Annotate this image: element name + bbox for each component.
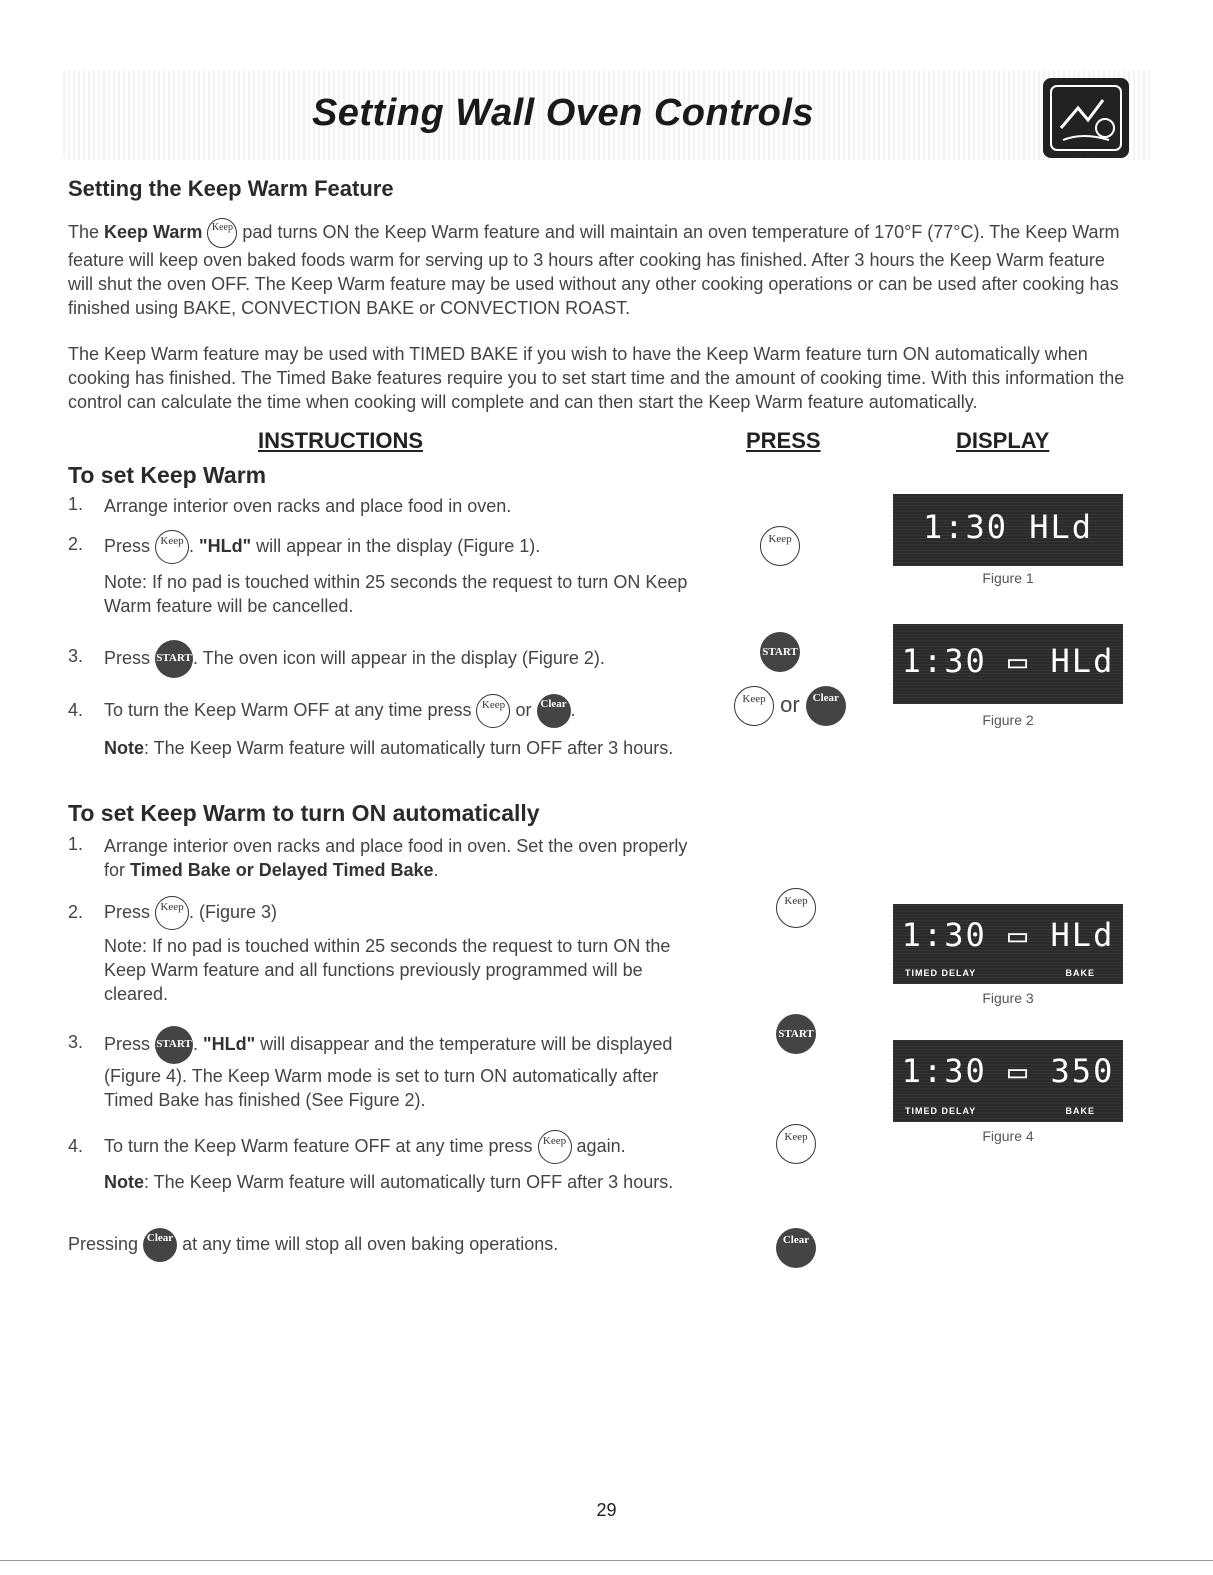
press-keep-warm-1: [760, 526, 800, 566]
clear-off-pad-icon: [806, 686, 846, 726]
column-display: DISPLAY: [956, 428, 1050, 453]
display-mode-label: BAKE: [1065, 968, 1095, 978]
or-text: or: [515, 699, 532, 720]
step-text-bold: "HLd": [199, 535, 252, 556]
step-number: 1.: [68, 494, 84, 514]
step-text: [104, 896, 694, 930]
or-text: or: [780, 691, 800, 717]
press-keep-or-clear: [734, 686, 846, 726]
page-number: 29: [596, 1500, 617, 1520]
start-pad-icon: [155, 640, 193, 678]
step-note: [104, 1170, 694, 1194]
step-number: 2.: [68, 902, 84, 922]
pad-label: Keep: [742, 693, 766, 705]
clear-off-pad-icon: [776, 1228, 816, 1268]
pad-label: Keep: [784, 1131, 808, 1143]
intro-text: pad turns ON the Keep Warm feature and will maintain an oven temperature of 170°F (77°C). The Keep Warm feature will keep oven baked foods warm for serving up to 3 hours after cooking has finished. After 3 hours the Keep Warm feature will shut the oven OFF. The Keep Warm feature may be used without any other cooking operations or can be used after cooking has finished using BAKE, CONVECTION BAKE or CONVECTION ROAST.: [68, 221, 1120, 318]
step-note: [104, 736, 694, 760]
keep-warm-pad-icon: [155, 896, 189, 930]
step-text: [104, 530, 694, 564]
step-text-part: again.: [576, 1135, 626, 1156]
step-text-part: .: [189, 535, 200, 556]
step-text-part: Press: [104, 535, 151, 556]
intro-paragraph-2: The Keep Warm feature may be used with TIMED BAKE if you wish to have the Keep Warm feature turn ON automatically when cooking has finished. The Timed Bake features require you to set start time and the amount of cooking time. With this information the control can calculate the time when cooking will complete and can then start the Keep Warm feature automatically.: [68, 344, 1125, 412]
step-text: [104, 834, 704, 882]
step-text-part: .: [193, 1033, 204, 1054]
display-readout: 1:30 HLd: [922, 508, 1094, 546]
note-text-part: Pressing: [68, 1233, 139, 1254]
step-text-part: Press: [104, 647, 151, 668]
step-text: [104, 1026, 694, 1112]
start-pad-icon: [776, 1014, 816, 1054]
step-number: 1.: [68, 834, 84, 854]
keep-warm-pad-icon: [776, 888, 816, 928]
step-text-part: . The oven icon will appear in the display (Figure 2).: [193, 647, 605, 668]
pad-label: Clear: [146, 1232, 174, 1244]
clear-off-pad-icon: [143, 1228, 177, 1262]
start-pad-icon: [760, 632, 800, 672]
keep-warm-pad-icon: [207, 218, 237, 248]
pad-label: Keep: [481, 699, 506, 711]
note-text-part: at any time will stop all oven baking operations.: [182, 1233, 559, 1254]
keep-warm-pad-icon: [538, 1130, 572, 1164]
step-text: [104, 640, 724, 678]
display-figure-2: [893, 624, 1123, 704]
keep-warm-pad-icon: [776, 1124, 816, 1164]
column-instructions: INSTRUCTIONS: [258, 428, 423, 453]
note-label: Note: [104, 738, 144, 758]
intro-bold: Keep Warm: [104, 221, 203, 242]
pad-label: Keep: [784, 895, 808, 907]
keep-warm-pad-icon: [760, 526, 800, 566]
press-start-2: [776, 1014, 816, 1054]
figure-caption: Figure 1: [982, 570, 1034, 586]
header-banner: [63, 70, 1151, 160]
pad-label: Clear: [812, 692, 839, 704]
display-figure-4: [893, 1040, 1123, 1122]
step-text-part: . (Figure 3): [189, 901, 278, 922]
pad-label: START: [156, 652, 192, 664]
section-heading-set-keep-warm: To set Keep Warm: [68, 462, 267, 488]
step-number: 2.: [68, 534, 84, 554]
intro-text: The: [68, 221, 105, 242]
step-text-part: Arrange interior oven racks and place food in oven. Set the oven properly for: [104, 836, 688, 880]
step-number: 4.: [68, 1136, 84, 1156]
note-text: : The Keep Warm feature will automatically turn OFF after 3 hours.: [144, 738, 674, 758]
display-mode-label: TIMED DELAY: [905, 968, 977, 978]
step-number: 4.: [68, 700, 84, 720]
pad-label: Keep: [160, 901, 184, 913]
section-heading-keep-warm-feature: Setting the Keep Warm Feature: [68, 176, 394, 201]
pad-label: Keep: [211, 222, 233, 233]
step-text-part: Press: [104, 1033, 151, 1054]
step-number: 3.: [68, 1032, 84, 1052]
oven-settings-icon: [1043, 78, 1129, 158]
step-text-part: To turn the Keep Warm feature OFF at any time press: [104, 1135, 533, 1156]
press-clear-off: [776, 1228, 816, 1268]
step-text-bold: "HLd": [203, 1033, 256, 1054]
step-text: To turn the Keep Warm OFF at any time press Keep or Clear .: [104, 694, 724, 728]
note-text: : The Keep Warm feature will automatically turn OFF after 3 hours.: [144, 1172, 674, 1192]
figure-caption: Figure 2: [982, 712, 1034, 728]
pad-label: Keep: [542, 1135, 567, 1147]
pad-label: START: [156, 1038, 192, 1050]
display-mode-label: TIMED DELAY: [905, 1106, 977, 1116]
keep-warm-pad-icon: [476, 694, 510, 728]
step-text-bold: Timed Bake or Delayed Timed Bake: [130, 860, 434, 880]
step-number: 3.: [68, 646, 84, 666]
press-keep-warm-2: [776, 888, 816, 928]
pad-label: Keep: [768, 533, 792, 545]
section-heading-auto-on: To set Keep Warm to turn ON automatically: [68, 800, 540, 826]
display-figure-1: [893, 494, 1123, 566]
step-note: Note: If no pad is touched within 25 seconds the request to turn ON Keep Warm feature will be cancelled.: [104, 572, 688, 616]
display-figure-3: [893, 904, 1123, 984]
figure-caption: Figure 3: [982, 990, 1034, 1006]
display-readout: 1:30 ▭ HLd: [901, 642, 1115, 680]
step-text-part: will disappear and the temperature will be displayed (Figure 4). The Keep Warm mode is set to turn ON automatically after Timed Bake has finished (See Figure 2).: [104, 1033, 673, 1110]
pad-label: START: [778, 1028, 814, 1040]
step-text-part: .: [433, 860, 439, 880]
clear-off-pad-icon: [537, 694, 571, 728]
step-text: [104, 1130, 724, 1164]
note-label: Note: [104, 1172, 144, 1192]
pad-label: Clear: [540, 698, 567, 710]
page-title: Setting Wall Oven Controls: [311, 92, 815, 134]
keep-warm-pad-icon: [734, 686, 774, 726]
column-press: PRESS: [746, 428, 821, 453]
press-keep-warm-3: [776, 1124, 816, 1164]
keep-warm-pad-icon: [155, 530, 189, 564]
display-readout: 1:30 ▭ 350: [901, 1052, 1115, 1090]
step-text-part: Press: [104, 901, 151, 922]
step-text-part: will appear in the display (Figure 1).: [251, 535, 541, 556]
step-text: Arrange interior oven racks and place food in oven.: [104, 496, 512, 516]
start-pad-icon: [155, 1026, 193, 1064]
footer-rule: [0, 1560, 1213, 1561]
step-text-part: To turn the Keep Warm OFF at any time press: [104, 699, 472, 720]
pad-label: Keep: [160, 535, 184, 547]
pressing-clear-note: [68, 1228, 718, 1262]
pad-label: START: [762, 646, 798, 658]
pad-label: Clear: [782, 1234, 810, 1246]
press-start-1: [760, 632, 800, 672]
display-mode-label: BAKE: [1065, 1106, 1095, 1116]
step-note: Note: If no pad is touched within 25 seconds the request to turn ON the Keep Warm feature and all functions previously programmed will be cleared.: [104, 936, 671, 1004]
figure-caption: Figure 4: [982, 1128, 1034, 1144]
intro-paragraph-1: [68, 218, 1134, 320]
display-readout: 1:30 ▭ HLd: [901, 916, 1115, 954]
